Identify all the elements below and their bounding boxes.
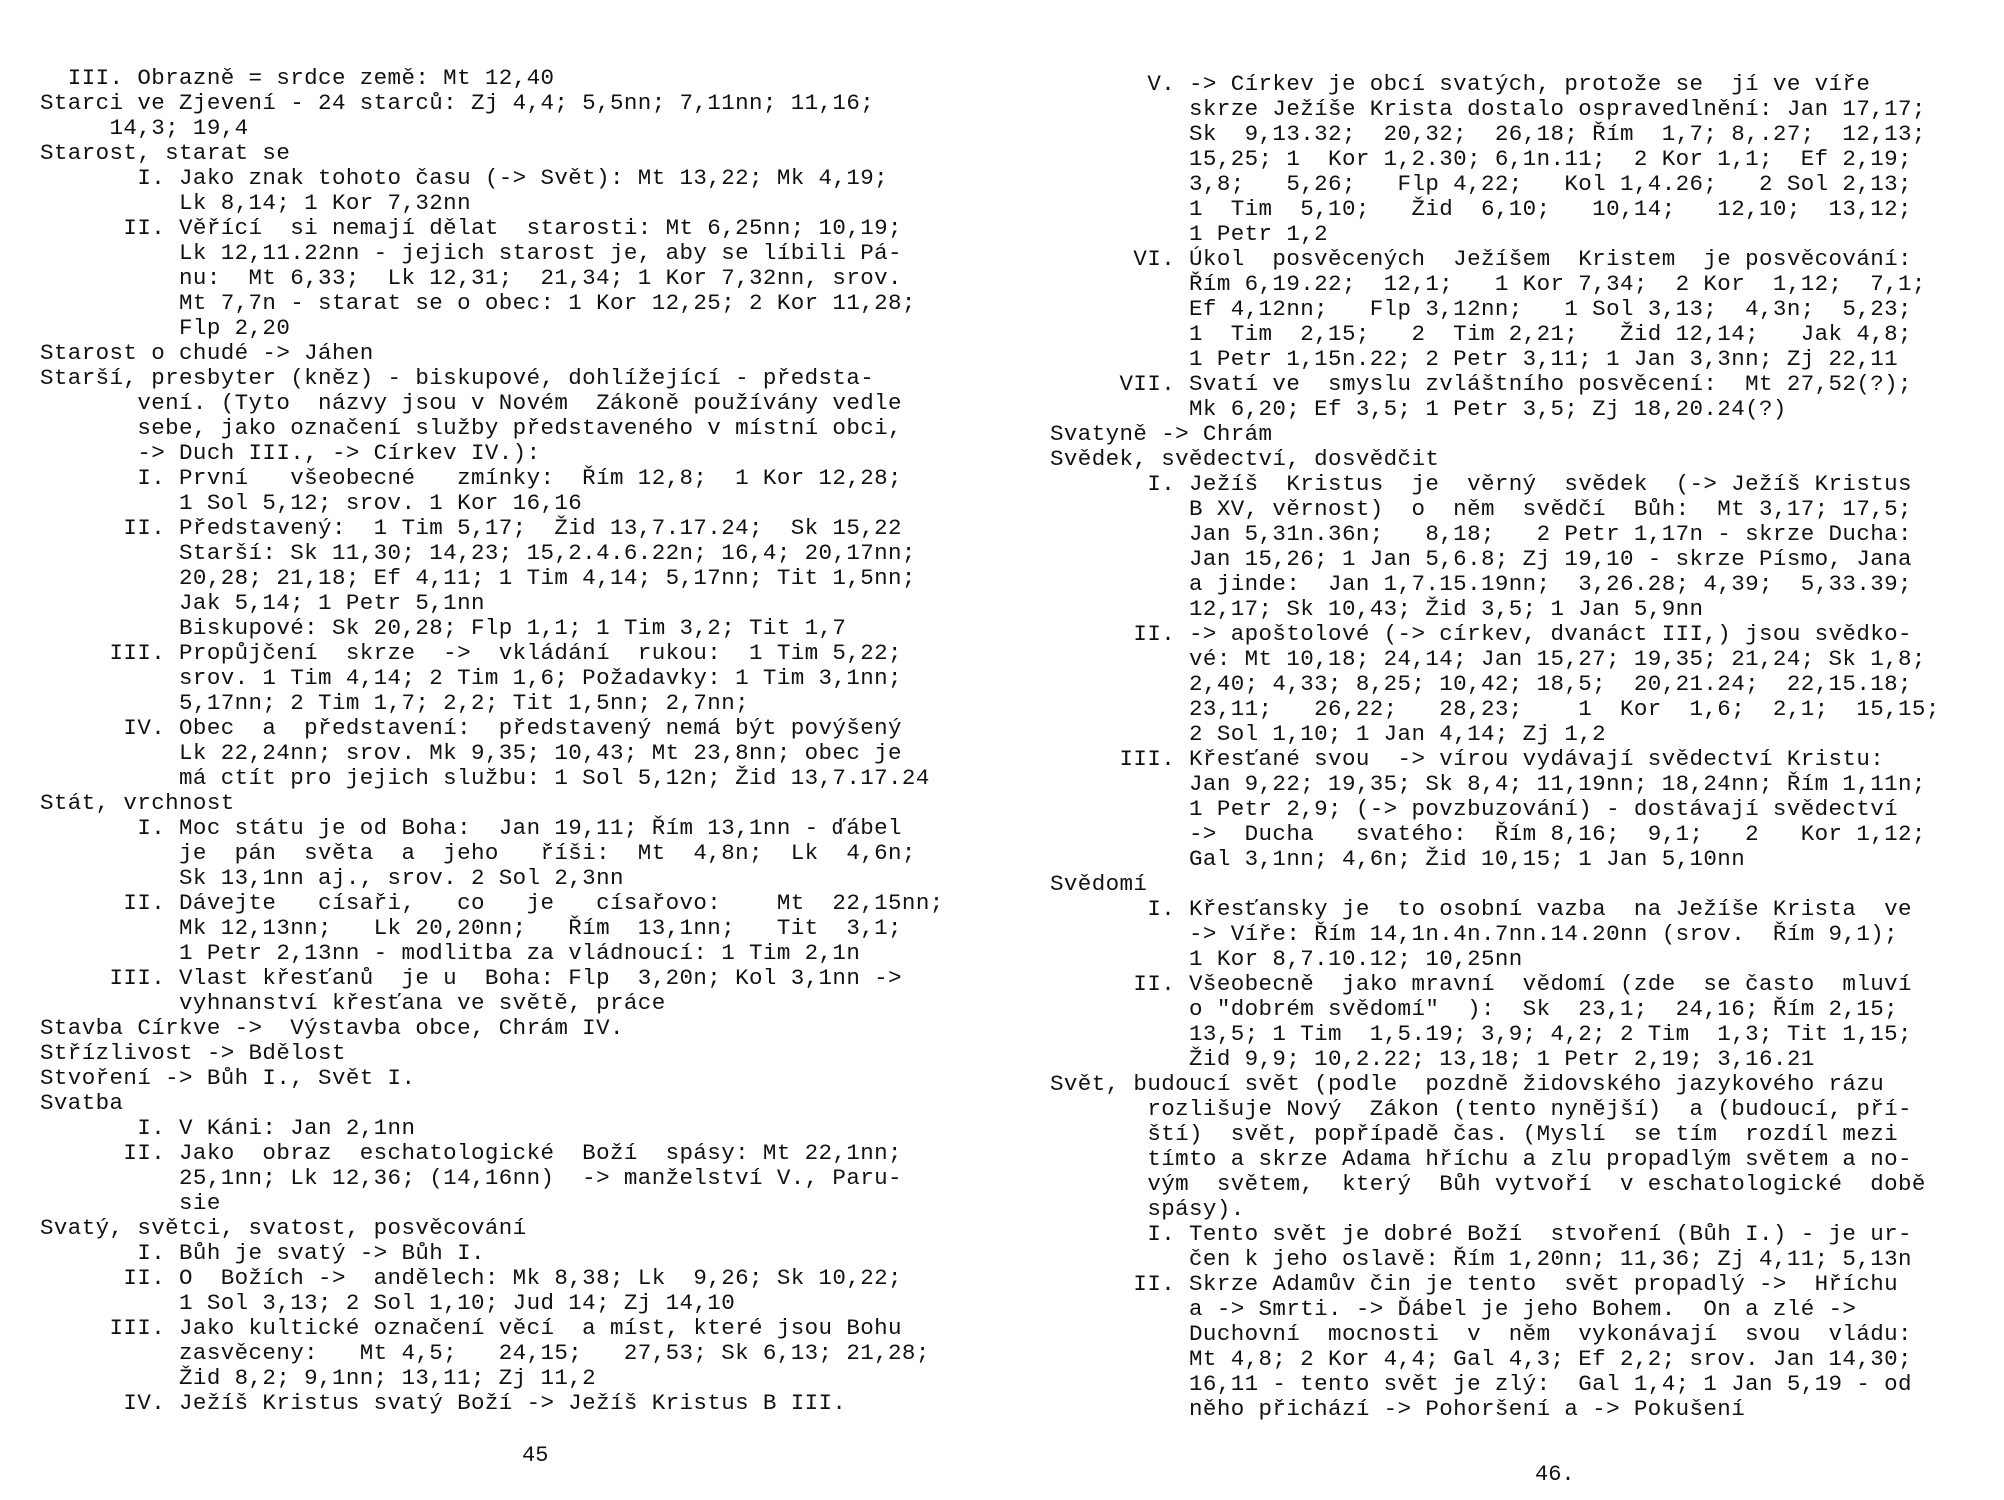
text-line: IV. Obec a představení: představený nemá být povýšený (40, 715, 902, 741)
text-line: III. Vlast křesťanů je u Boha: Flp 3,20n; Kol 3,1nn -> (40, 965, 902, 991)
text-line: Stavba Církve -> Výstavba obce, Chrám IV. (40, 1015, 624, 1041)
text-line: Mk 12,13nn; Lk 20,20nn; Řím 13,1nn; Tit 3,1; (40, 915, 902, 941)
page-number-right: 46. (1535, 1462, 1575, 1487)
text-line: čen k jeho oslavě: Řím 1,20nn; 11,36; Zj 4,11; 5,13n (1050, 1246, 1912, 1272)
text-line: Jan 9,22; 19,35; Sk 8,4; 11,19nn; 18,24nn; Řím 1,11n; (1050, 771, 1926, 797)
text-line: 1 Petr 1,2 (1050, 221, 1329, 247)
text-line: I. Křesťansky je to osobní vazba na Ježíše Krista ve (1050, 896, 1912, 922)
text-line: sie (40, 1190, 221, 1216)
text-line: 1 Petr 2,9; (-> povzbuzování) - dostávají svědectví (1050, 796, 1899, 822)
text-line: Sk 9,13.32; 20,32; 26,18; Řím 1,7; 8,.27; 12,13; (1050, 121, 1926, 147)
text-line: -> Duch III., -> Církev IV.): (40, 440, 541, 466)
text-line: o "dobrém svědomí" ): Sk 23,1; 24,16; Řím 2,15; (1050, 996, 1899, 1022)
text-line: 1 Petr 2,13nn - modlitba za vládnoucí: 1 Tim 2,1n (40, 940, 861, 966)
text-line: III. Křesťané svou -> vírou vydávají svědectví Kristu: (1050, 746, 1885, 772)
text-line: Jan 5,31n.36n; 8,18; 2 Petr 1,17n - skrze Ducha: (1050, 521, 1912, 547)
text-line: Starší: Sk 11,30; 14,23; 15,2.4.6.22n; 16,4; 20,17nn; (40, 540, 916, 566)
text-line: Svědomí (1050, 871, 1148, 897)
text-line: Jak 5,14; 1 Petr 5,1nn (40, 590, 485, 616)
text-line: Mt 7,7n - starat se o obec: 1 Kor 12,25; 2 Kor 11,28; (40, 290, 916, 316)
text-line: a -> Smrti. -> Ďábel je jeho Bohem. On a zlé -> (1050, 1296, 1857, 1322)
text-line: -> Víře: Řím 14,1n.4n.7nn.14.20nn (srov. Řím 9,1); (1050, 921, 1899, 947)
text-line: II. -> apoštolové (-> církev, dvanáct III,) jsou svědko- (1050, 621, 1912, 647)
text-line: I. Jako znak tohoto času (-> Svět): Mt 13,22; Mk 4,19; (40, 165, 889, 191)
text-line: VII. Svatí ve smyslu zvláštního posvěcení: Mt 27,52(?); (1050, 371, 1912, 397)
text-line: Starost o chudé -> Jáhen (40, 340, 374, 366)
text-line: -> Ducha svatého: Řím 8,16; 9,1; 2 Kor 1,12; (1050, 821, 1926, 847)
text-line: Mt 4,8; 2 Kor 4,4; Gal 4,3; Ef 2,2; srov. Jan 14,30; (1050, 1346, 1912, 1372)
text-line: vým světem, který Bůh vytvoří v eschatologické době (1050, 1171, 1926, 1197)
text-line: 3,8; 5,26; Flp 4,22; Kol 1,4.26; 2 Sol 2,13; (1050, 171, 1912, 197)
text-line: vé: Mt 10,18; 24,14; Jan 15,27; 19,35; 21,24; Sk 1,8; (1050, 646, 1926, 672)
text-line: vení. (Tyto názvy jsou v Novém Zákoně používány vedle (40, 390, 902, 416)
text-line: 15,25; 1 Kor 1,2.30; 6,1n.11; 2 Kor 1,1; Ef 2,19; (1050, 146, 1912, 172)
text-line: má ctít pro jejich službu: 1 Sol 5,12n; Žid 13,7.17.24 (40, 765, 930, 791)
text-line: II. Dávejte císaři, co je císařovo: Mt 22,15nn; (40, 890, 944, 916)
text-line: Svědek, svědectví, dosvědčit (1050, 446, 1440, 472)
text-line: něho přichází -> Pohoršení a -> Pokušení (1050, 1396, 1746, 1422)
text-line: III. Propůjčení skrze -> vkládání rukou: 1 Tim 5,22; (40, 640, 902, 666)
text-line: tímto a skrze Adama hříchu a zlu propadlým světem a no- (1050, 1146, 1912, 1172)
text-line: 1 Sol 5,12; srov. 1 Kor 16,16 (40, 490, 583, 516)
text-line: Biskupové: Sk 20,28; Flp 1,1; 1 Tim 3,2; Tit 1,7 (40, 615, 847, 641)
text-line: VI. Úkol posvěcených Ježíšem Kristem je posvěcování: (1050, 246, 1912, 272)
text-line: 1 Kor 8,7.10.12; 10,25nn (1050, 946, 1523, 972)
text-line: V. -> Církev je obcí svatých, protože se jí ve víře (1050, 71, 1871, 97)
text-line: 2 Sol 1,10; 1 Jan 4,14; Zj 1,2 (1050, 721, 1607, 747)
text-line: zasvěceny: Mt 4,5; 24,15; 27,53; Sk 6,13; 21,28; (40, 1340, 930, 1366)
text-line: Svatba (40, 1090, 124, 1116)
text-line: II. Představený: 1 Tim 5,17; Žid 13,7.17.24; Sk 15,22 (40, 515, 902, 541)
text-line: 1 Tim 5,10; Žid 6,10; 10,14; 12,10; 13,12; (1050, 196, 1912, 222)
text-line: Žid 8,2; 9,1nn; 13,11; Zj 11,2 (40, 1365, 597, 1391)
text-line: 25,1nn; Lk 12,36; (14,16nn) -> manželství V., Paru- (40, 1165, 902, 1191)
text-line: Svatyně -> Chrám (1050, 421, 1273, 447)
text-line: II. Skrze Adamův čin je tento svět propadlý -> Hříchu (1050, 1271, 1899, 1297)
text-line: 14,3; 19,4 (40, 115, 249, 141)
text-line: 16,11 - tento svět je zlý: Gal 1,4; 1 Jan 5,19 - od (1050, 1371, 1912, 1397)
text-line: Žid 9,9; 10,2.22; 13,18; 1 Petr 2,19; 3,16.21 (1050, 1046, 1815, 1072)
text-line: I. V Káni: Jan 2,1nn (40, 1115, 416, 1141)
text-line: ští) svět, popřípadě čas. (Myslí se tím rozdíl mezi (1050, 1121, 1899, 1147)
text-line: 1 Petr 1,15n.22; 2 Petr 3,11; 1 Jan 3,3nn; Zj 22,11 (1050, 346, 1899, 372)
text-line: a jinde: Jan 1,7.15.19nn; 3,26.28; 4,39; 5,33.39; (1050, 571, 1912, 597)
text-line: spásy). (1050, 1196, 1245, 1222)
text-line: Flp 2,20 (40, 315, 291, 341)
text-line: 23,11; 26,22; 28,23; 1 Kor 1,6; 2,1; 15,15; (1050, 696, 1940, 722)
text-line: je pán světa a jeho říši: Mt 4,8n; Lk 4,6n; (40, 840, 916, 866)
text-line: Stvoření -> Bůh I., Svět I. (40, 1065, 416, 1091)
text-line: 5,17nn; 2 Tim 1,7; 2,2; Tit 1,5nn; 2,7nn; (40, 690, 750, 716)
right-page-text (1050, 72, 1990, 1422)
text-line: Svatý, světci, svatost, posvěcování (40, 1215, 527, 1241)
text-line: srov. 1 Tim 4,14; 2 Tim 1,6; Požadavky: 1 Tim 3,1nn; (40, 665, 902, 691)
text-line: Starci ve Zjevení - 24 starců: Zj 4,4; 5,5nn; 7,11nn; 11,16; (40, 90, 875, 116)
text-line: Lk 8,14; 1 Kor 7,32nn (40, 190, 471, 216)
text-line: I. První všeobecné zmínky: Řím 12,8; 1 Kor 12,28; (40, 465, 902, 491)
text-line: 1 Tim 2,15; 2 Tim 2,21; Žid 12,14; Jak 4,8; (1050, 321, 1912, 347)
text-line: Mk 6,20; Ef 3,5; 1 Petr 3,5; Zj 18,20.24(?) (1050, 396, 1787, 422)
text-line: I. Bůh je svatý -> Bůh I. (40, 1240, 485, 1266)
text-line: Duchovní mocnosti v něm vykonávají svou vládu: (1050, 1321, 1912, 1347)
text-line: IV. Ježíš Kristus svatý Boží -> Ježíš Kristus B III. (40, 1390, 847, 1416)
text-line: Svět, budoucí svět (podle pozdně židovského jazykového rázu (1050, 1071, 1885, 1097)
text-line: B XV, věrnost) o něm svědčí Bůh: Mt 3,17; 17,5; (1050, 496, 1912, 522)
text-line: Sk 13,1nn aj., srov. 2 Sol 2,3nn (40, 865, 624, 891)
page-number-left: 45 (522, 1443, 549, 1468)
text-line: Starší, presbyter (kněz) - biskupové, dohlížející - předsta- (40, 365, 875, 391)
text-line: Jan 15,26; 1 Jan 5,6.8; Zj 19,10 - skrze Písmo, Jana (1050, 546, 1912, 572)
text-line: III. Obrazně = srdce země: Mt 12,40 (40, 65, 555, 91)
text-line: 1 Sol 3,13; 2 Sol 1,10; Jud 14; Zj 14,10 (40, 1290, 736, 1316)
text-line: II. Věřící si nemají dělat starosti: Mt 6,25nn; 10,19; (40, 215, 902, 241)
text-line: II. O Božích -> andělech: Mk 8,38; Lk 9,26; Sk 10,22; (40, 1265, 902, 1291)
text-line: 13,5; 1 Tim 1,5.19; 3,9; 4,2; 2 Tim 1,3; Tit 1,15; (1050, 1021, 1912, 1047)
text-line: III. Jako kultické označení věcí a míst, které jsou Bohu (40, 1315, 902, 1341)
text-line: rozlišuje Nový Zákon (tento nynější) a (budoucí, pří- (1050, 1096, 1912, 1122)
text-line: Střízlivost -> Bdělost (40, 1040, 346, 1066)
text-line: vyhnanství křesťana ve světě, práce (40, 990, 666, 1016)
text-line: Lk 12,11.22nn - jejich starost je, aby se líbili Pá- (40, 240, 902, 266)
text-line: II. Všeobecně jako mravní vědomí (zde se často mluví (1050, 971, 1912, 997)
text-line: 2,40; 4,33; 8,25; 10,42; 18,5; 20,21.24; 22,15.18; (1050, 671, 1912, 697)
left-page-text (40, 66, 990, 1416)
text-line: Starost, starat se (40, 140, 291, 166)
text-line: 20,28; 21,18; Ef 4,11; 1 Tim 4,14; 5,17nn; Tit 1,5nn; (40, 565, 916, 591)
text-line: I. Tento svět je dobré Boží stvoření (Bůh I.) - je ur- (1050, 1221, 1912, 1247)
text-line: I. Moc státu je od Boha: Jan 19,11; Řím 13,1nn - ďábel (40, 815, 902, 841)
text-line: Lk 22,24nn; srov. Mk 9,35; 10,43; Mt 23,8nn; obec je (40, 740, 902, 766)
text-line: sebe, jako označení služby představeného v místní obci, (40, 415, 902, 441)
text-line: nu: Mt 6,33; Lk 12,31; 21,34; 1 Kor 7,32nn, srov. (40, 265, 902, 291)
text-line: skrze Ježíše Krista dostalo ospravedlnění: Jan 17,17; (1050, 96, 1926, 122)
text-line: Stát, vrchnost (40, 790, 235, 816)
text-line: Gal 3,1nn; 4,6n; Žid 10,15; 1 Jan 5,10nn (1050, 846, 1746, 872)
text-line: 12,17; Sk 10,43; Žid 3,5; 1 Jan 5,9nn (1050, 596, 1704, 622)
text-line: Ef 4,12nn; Flp 3,12nn; 1 Sol 3,13; 4,3n; 5,23; (1050, 296, 1912, 322)
text-line: I. Ježíš Kristus je věrný svědek (-> Ježíš Kristus (1050, 471, 1912, 497)
text-line: II. Jako obraz eschatologické Boží spásy: Mt 22,1nn; (40, 1140, 902, 1166)
text-line: Řím 6,19.22; 12,1; 1 Kor 7,34; 2 Kor 1,12; 7,1; (1050, 271, 1926, 297)
